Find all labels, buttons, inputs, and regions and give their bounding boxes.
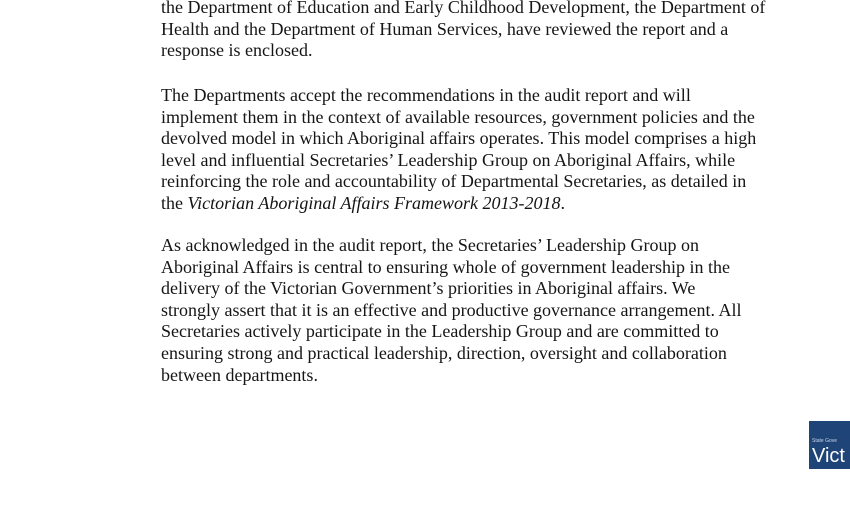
text-line: reinforcing the role and accountability of Departmental Secretaries, as detailed in [161,171,747,192]
text-line: Secretaries actively participate in the Leadership Group and are committed to [161,321,719,342]
text-line: between departments. [161,364,318,385]
text-line: ensuring strong and practical leadership, direction, oversight and collaboration [161,342,727,363]
text-line: devolved model in which Aboriginal affairs operates. This model comprises a high [161,128,757,149]
text-line: Health and the Department of Human Services, have reviewed the report and a [161,18,729,39]
text-line: response is enclosed. [161,40,313,61]
text-line: delivery of the Victorian Government’s priorities in Aboriginal affairs. We [161,278,696,299]
logo-big-text: Vict [812,445,845,467]
state-government-victoria-logo [809,421,850,469]
text-line: the Department of Education and Early Childhood Development, the Department of [161,0,766,17]
paragraph-leadership-group [161,235,741,386]
text-line: The Departments accept the recommendations in the audit report and will [161,85,691,105]
text-line: level and influential Secretaries’ Leadership Group on Aboriginal Affairs, while [161,149,736,170]
paragraph-accept-recommendations [161,85,756,215]
text-line: Aboriginal Affairs is central to ensuring whole of government leadership in the [161,256,731,277]
text-line: strongly assert that it is an effective and productive governance arrangement. All [161,299,742,320]
text-line: implement them in the context of available resources, government policies and the [161,106,755,127]
text-fragment: the [161,192,188,213]
text-line: As acknowledged in the audit report, the Secretaries’ Leadership Group on [161,235,699,255]
text-line [161,193,756,215]
paragraph-departments-review [161,0,765,62]
logo-small-text: State Gove [812,438,838,444]
text-fragment: . [560,192,565,213]
framework-title: Victorian Aboriginal Affairs Framework 2013-2018 [187,192,561,213]
